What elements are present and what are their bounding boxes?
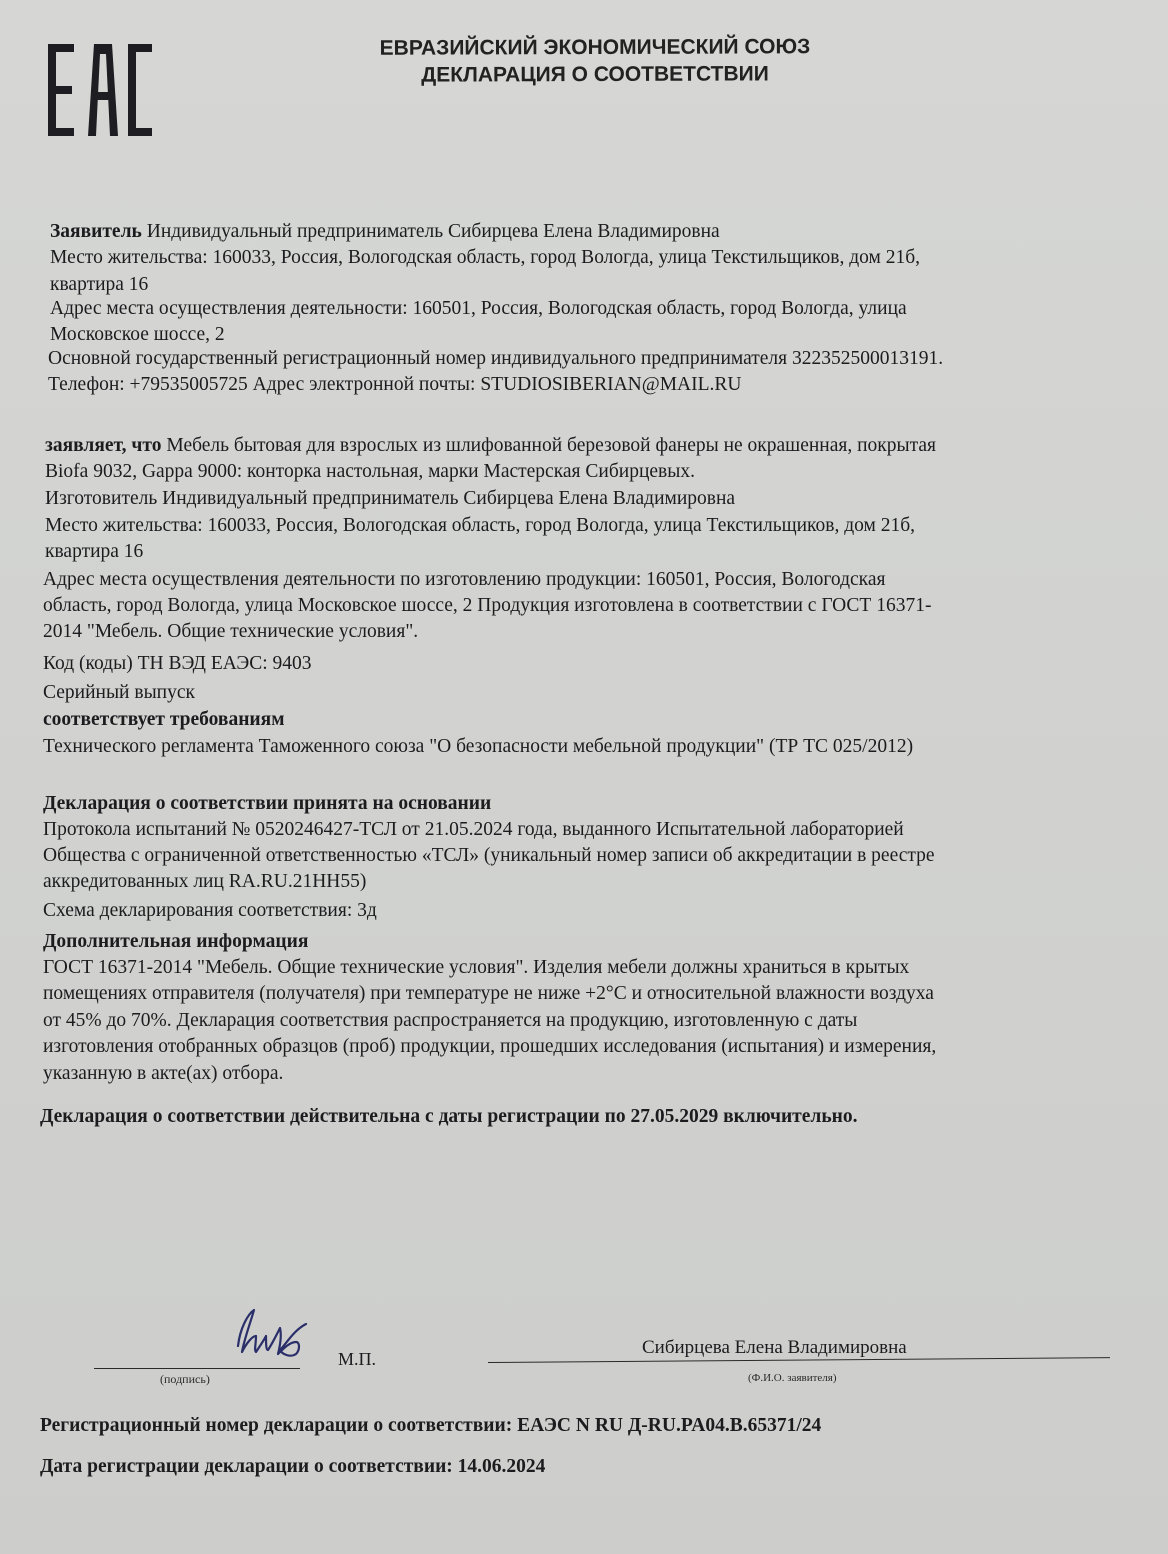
applicant-residence-1: Место жительства: 160033, Россия, Вологодская область, город Вологда, улица Текстильщиков, дом 21б, <box>50 247 921 268</box>
additional-line-3: от 45% до 70%. Декларация соответствия распространяется на продукцию, изготовленную с даты <box>43 1010 858 1031</box>
basis-line-2: Общества с ограниченной ответственностью «ТСЛ» (уникальный номер записи об аккредитации в реестре <box>43 845 935 866</box>
header-union: ЕВРАЗИЙСКИЙ ЭКОНОМИЧЕСКИЙ СОЮЗ <box>379 35 811 60</box>
additional-label: Дополнительная информация <box>43 931 309 952</box>
applicant-activity-2: Московское шоссе, 2 <box>50 324 225 345</box>
signature-line <box>94 1368 300 1369</box>
additional-line-5: указанную в акте(ах) отбора. <box>43 1063 284 1084</box>
basis-label: Декларация о соответствии принята на основании <box>43 793 492 814</box>
declares-label: заявляет, что <box>45 435 162 456</box>
applicant-residence-2: квартира 16 <box>50 274 149 295</box>
applicant-contacts: Телефон: +79535005725 Адрес электронной почты: STUDIOSIBERIAN@MAIL.RU <box>48 374 742 395</box>
manufacturer-name: Изготовитель Индивидуальный предприниматель Сибирцева Елена Владимировна <box>45 488 736 509</box>
declares-product-2: Biofa 9032, Gappa 9000: конторка настольная, марки Мастерская Сибирцевых. <box>45 461 695 482</box>
validity-statement: Декларация о соответствии действительна с даты регистрации по 27.05.2029 включительно. <box>40 1106 858 1127</box>
production-address-1: Адрес места осуществления деятельности по изготовлению продукции: 160501, Россия, Вологодская <box>43 569 886 590</box>
additional-line-4: изготовления отобранных образцов (проб) продукции, прошедших исследования (испытания) и измерения, <box>43 1036 937 1057</box>
eac-logo <box>44 40 156 140</box>
conforms-text: Технического регламента Таможенного союза "О безопасности мебельной продукции" (ТР ТС 025/2012) <box>43 736 914 757</box>
handwritten-signature <box>210 1306 320 1366</box>
applicant-signature-name: Сибирцева Елена Владимировна <box>642 1337 907 1358</box>
applicant-line <box>50 219 720 245</box>
additional-line-2: помещениях отправителя (получателя) при температуре не ниже +2°С и относительной влажности воздуха <box>43 983 934 1004</box>
stamp-mark: М.П. <box>338 1349 377 1369</box>
manufacturer-residence-1: Место жительства: 160033, Россия, Вологодская область, город Вологда, улица Текстильщиков, дом 21б, <box>45 515 916 536</box>
applicant-name: Индивидуальный предприниматель Сибирцева Елена Владимировна <box>141 221 720 242</box>
conforms-label: соответствует требованиям <box>43 709 285 730</box>
production-address-2: область, город Вологда, улица Московское шоссе, 2 Продукция изготовлена в соответствии с ГОСТ 16371- <box>43 595 932 616</box>
release-type: Серийный выпуск <box>43 682 195 703</box>
header-title: ДЕКЛАРАЦИЯ О СООТВЕТСТВИИ <box>421 62 769 87</box>
name-caption: (Ф.И.О. заявителя) <box>748 1372 837 1384</box>
applicant-label: Заявитель <box>50 221 142 242</box>
manufacturer-residence-2: квартира 16 <box>45 541 144 562</box>
applicant-ogrn: Основной государственный регистрационный номер индивидуального предпринимателя 322352500013191. <box>48 348 944 369</box>
basis-line-3: аккредитованных лиц RA.RU.21НН55) <box>43 871 367 892</box>
tnved-code: Код (коды) ТН ВЭД ЕАЭС: 9403 <box>43 653 312 674</box>
declares-product-1: Мебель бытовая для взрослых из шлифованной березовой фанеры не окрашенная, покрытая <box>161 435 936 456</box>
additional-line-1: ГОСТ 16371-2014 "Мебель. Общие технические условия". Изделия мебели должны храниться в крытых <box>43 957 910 978</box>
applicant-activity-1: Адрес места осуществления деятельности: 160501, Россия, Вологодская область, город Вологда, улица <box>50 298 907 319</box>
signature-caption: (подпись) <box>160 1372 210 1386</box>
basis-line-1: Протокола испытаний № 0520246427-ТСЛ от 21.05.2024 года, выданного Испытательной лабораторией <box>43 819 904 840</box>
document-header <box>240 33 950 89</box>
declares-line <box>45 433 936 459</box>
registration-date: Дата регистрации декларации о соответствии: 14.06.2024 <box>40 1456 546 1477</box>
production-address-3: 2014 "Мебель. Общие технические условия". <box>43 621 419 642</box>
registration-number: Регистрационный номер декларации о соответствии: ЕАЭС N RU Д-RU.PA04.B.65371/24 <box>40 1415 822 1436</box>
declaration-scheme: Схема декларирования соответствия: 3д <box>43 900 377 921</box>
